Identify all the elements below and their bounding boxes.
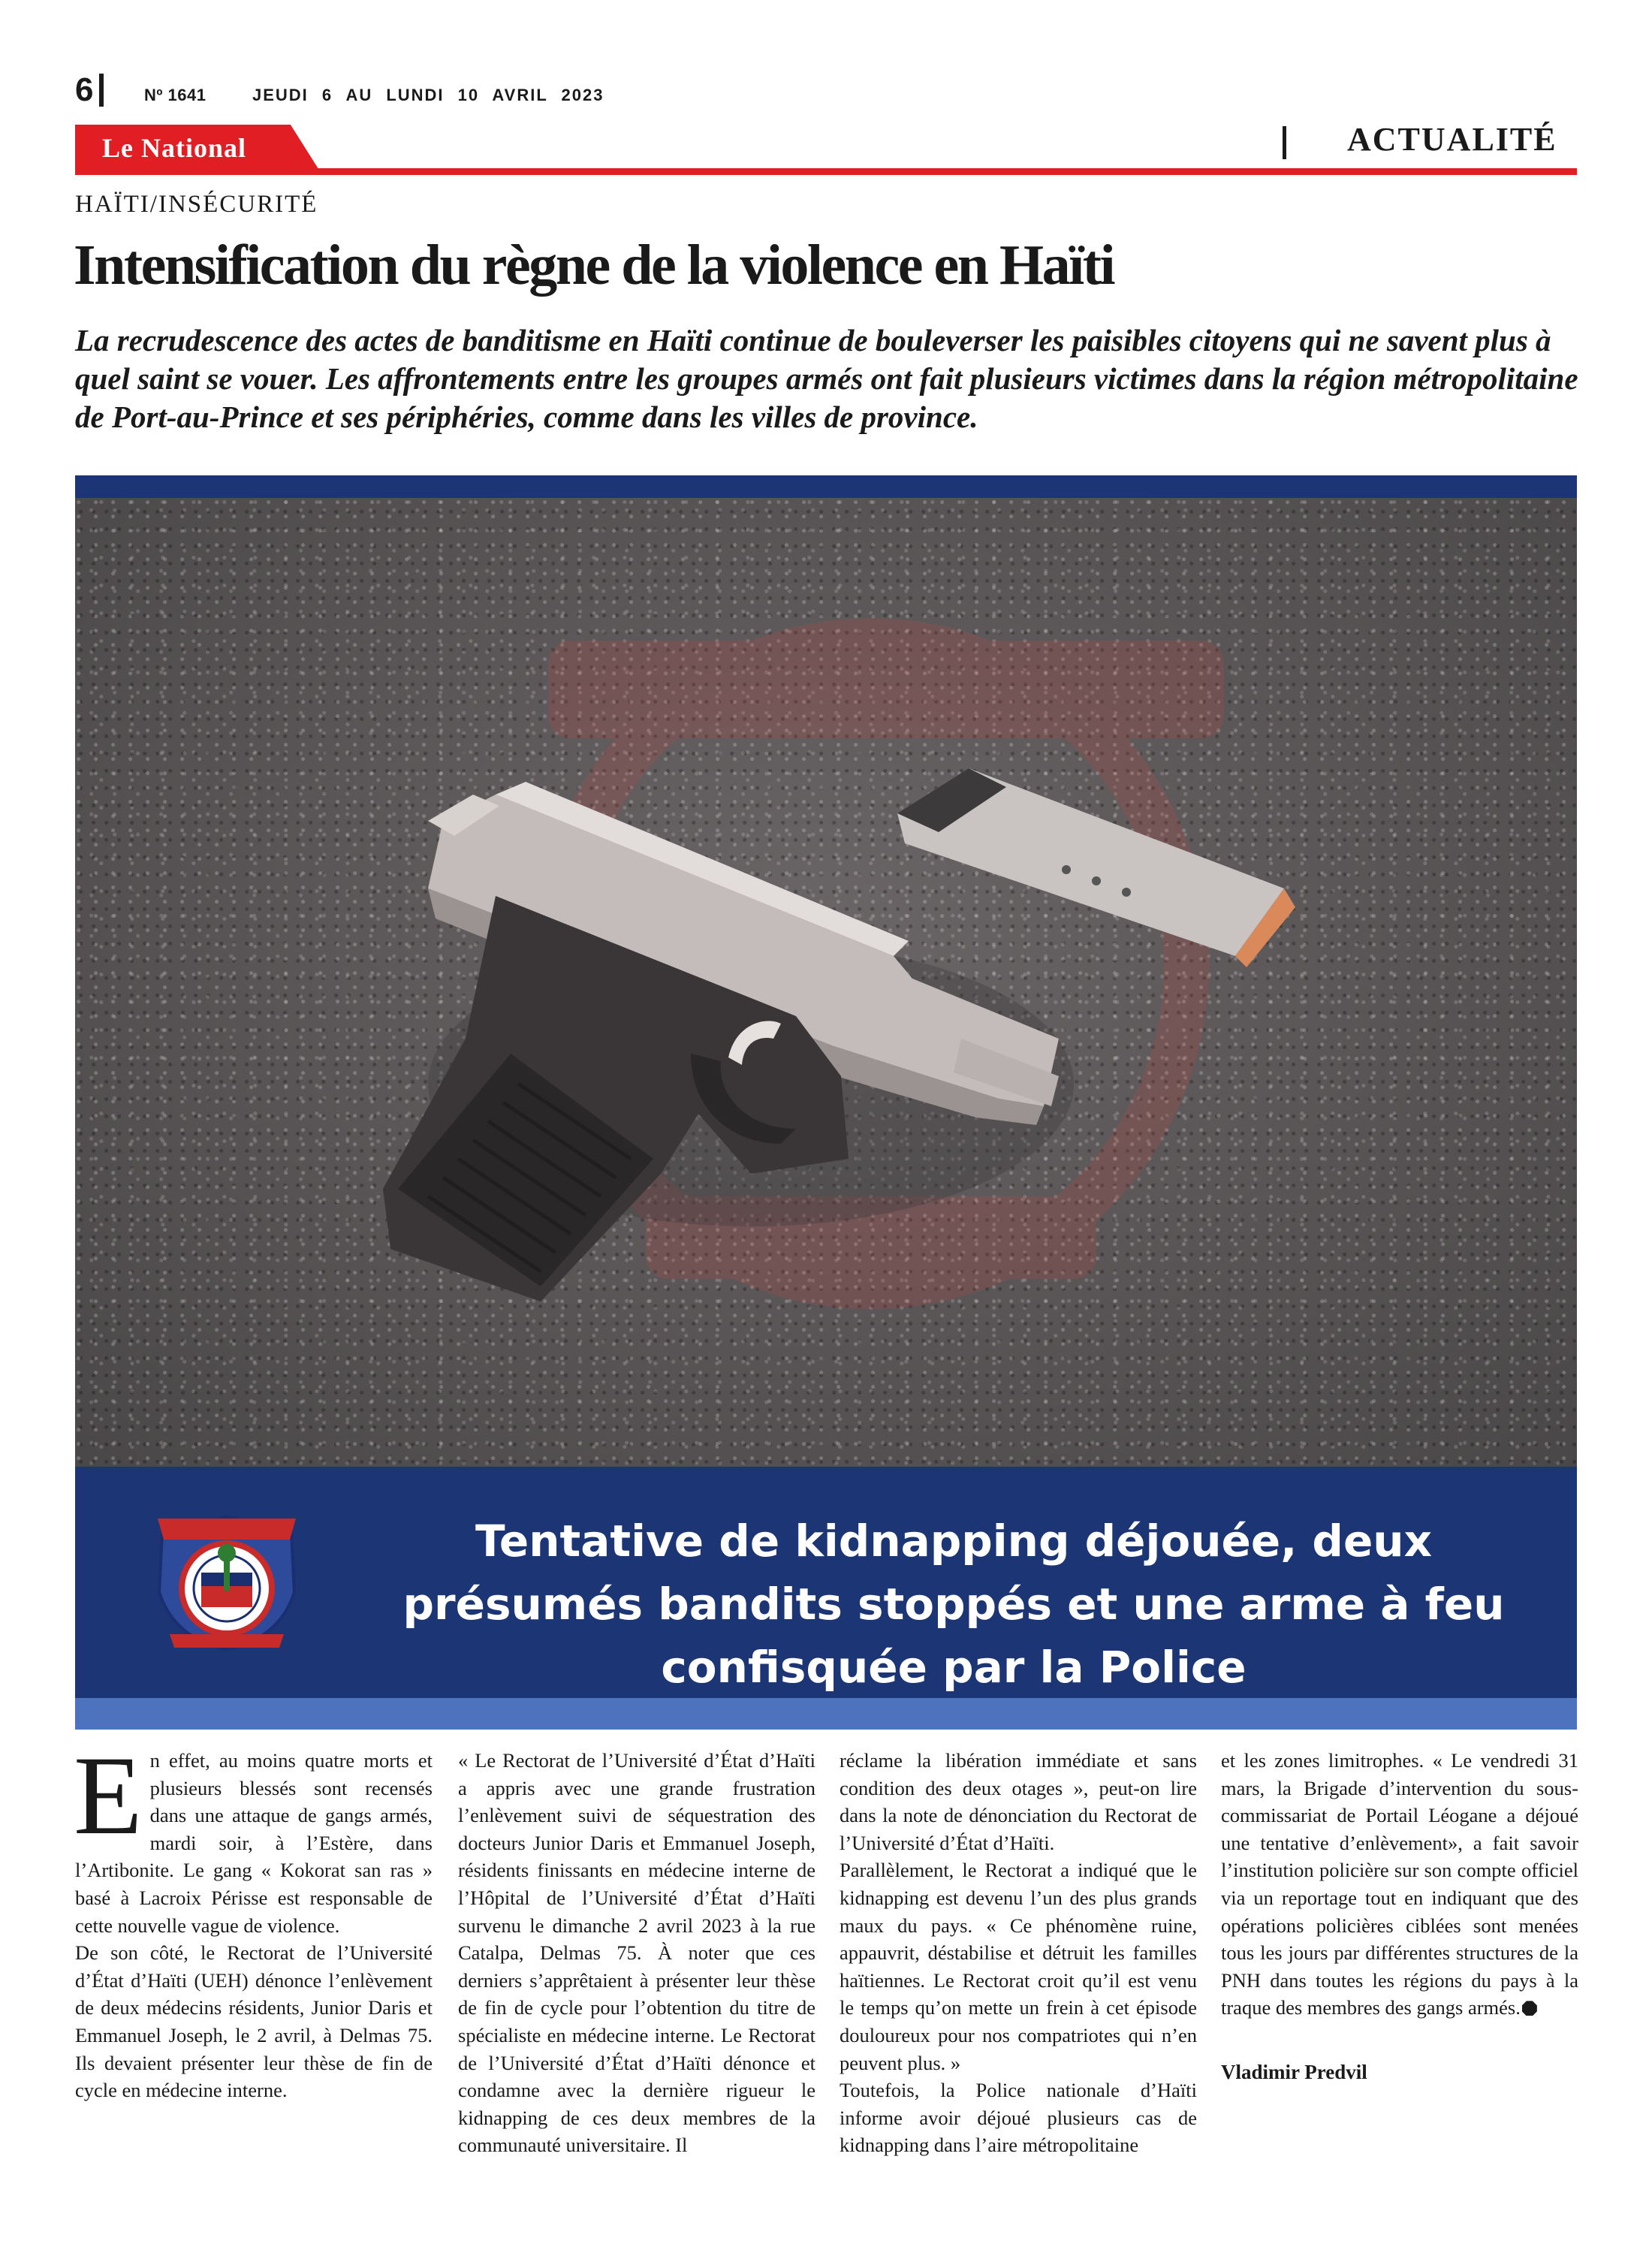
article-headline: Intensification du règne de la violence en Haïti	[74, 234, 1114, 297]
article-kicker: HAÏTI/INSÉCURITÉ	[75, 191, 318, 218]
paragraph: Toutefois, la Police nationale d’Haïti informe avoir déjoué plusieurs cas de kidnapping dans l’aire métropolitaine	[840, 2079, 1197, 2157]
issue-number: Nº 1641	[144, 86, 206, 104]
end-of-article-icon	[1522, 2001, 1537, 2016]
section-label: ACTUALITÉ	[1347, 121, 1557, 158]
newspaper-name: Le National	[102, 133, 247, 163]
paragraph: réclame la libération immédiate et sans condition des deux otages », peut-on lire dans la note de dénonciation du Rectorat de l’Université d’État d’Haïti.	[840, 1749, 1197, 1854]
photo-top-band	[75, 475, 1577, 498]
article-column-1	[74, 1733, 433, 2104]
article-photo	[75, 498, 1577, 1467]
page-number-divider	[99, 74, 104, 107]
drop-cap: E	[74, 1733, 143, 1858]
page-number: 6	[75, 71, 94, 108]
paragraph-text: n effet, au moins quatre morts et plusieurs blessés sont recensés dans une attaque de gangs armés, mardi soir, à l’Estère, dans l’Artibonite. Le gang « Kokorat san ras » basé à Lacroix Périsse est responsable de cette nouvelle vague de violence.	[75, 1749, 433, 1937]
article-column-2	[458, 1747, 815, 2159]
paragraph	[1221, 1747, 1578, 2022]
issue-date: JEUDI 6 AU LUNDI 10 AVRIL 2023	[252, 86, 604, 104]
section-divider	[1283, 126, 1286, 159]
paragraph	[74, 1733, 433, 1939]
banner-caption: Tentative de kidnapping déjouée, deux présumés bandits stoppés et une arme à feu confisquée par la Police	[402, 1516, 1505, 1693]
police-badge	[147, 1502, 306, 1652]
banner-stripe	[75, 1698, 1577, 1730]
paragraph: De son côté, le Rectorat de l’Université d’État d’Haïti (UEH) dénonce l’enlèvement de deux médecins résidents, Junior Daris et Emmanuel Joseph, le 2 avril, à Delmas 75. Ils devaient présenter leur thèse de fin de cycle en médecine interne.	[75, 1941, 433, 2102]
article-column-4	[1221, 1747, 1578, 2022]
article-lead: La recrudescence des actes de banditisme en Haïti continue de bouleverser les paisibles citoyens qui ne savent plus à quel saint se vouer. Les affrontements entre les groupes armés ont fait plusieurs victimes dans la région métropolitaine de Port-au-Prince et ses périphéries, comme dans les villes de province.	[75, 323, 1578, 434]
article-column-3	[840, 1747, 1197, 2159]
paragraph: « Le Rectorat de l’Université d’État d’Haïti a appris avec une grande frustration l’enlèvement suivi de séquestration des docteurs Junior Daris et Emmanuel Joseph, résidents finissants en médecine interne de l’Hôpital de l’Université d’État d’Haïti survenu le dimanche 2 avril 2023 à la rue Catalpa, Delmas 75. À noter que ces derniers s’apprêtaient à présenter leur thèse de fin de cycle pour l’obtention du titre de spécialiste en médecine interne. Le Rectorat de l’Université d’État d’Haïti dénonce et condamne avec la dernière rigueur le kidnapping de ces deux membres de la communauté universitaire. Il	[458, 1749, 815, 2157]
paragraph-text: et les zones limitrophes. « Le vendredi 31 mars, la Brigade d’intervention du sous-commissariat de Portail Léogane a déjoué une tentative d’enlèvement», a fait savoir l’institution policière sur son compte officiel via un reportage tout en indiquant que des opérations policières ciblées sont menées tous les jours par différentes structures de la PNH dans toutes les régions du pays à la traque des membres des gangs armés.	[1221, 1749, 1578, 2019]
header-rule	[75, 168, 1577, 175]
pistol-illustration	[75, 498, 1577, 1467]
paragraph: Parallèlement, le Rectorat a indiqué que le kidnapping est devenu l’un des plus grands maux du pays. « Ce phénomène ruine, appauvrit, déstabilise et détruit les familles haïtiennes. Le Rectorat croit qu’il est venu le temps qu’on mette un frein à cet épisode douloureux pour nos compatriotes qui n’en peuvent plus. »	[840, 1859, 1197, 2074]
magazine	[897, 768, 1295, 967]
article-byline: Vladimir Predvil	[1221, 2061, 1367, 2083]
